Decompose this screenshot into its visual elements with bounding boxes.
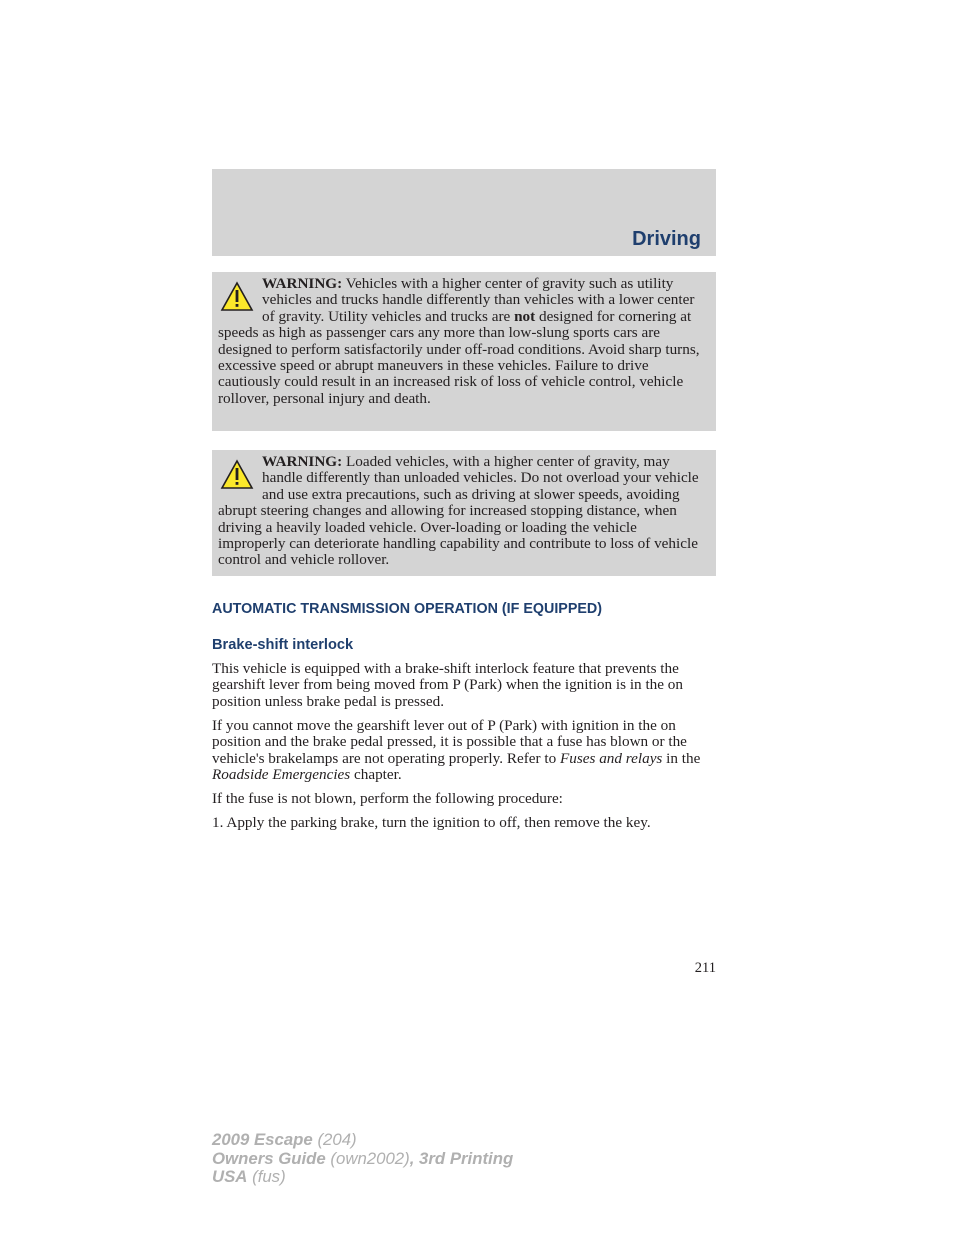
subsection-heading: Brake-shift interlock	[212, 637, 354, 653]
section-header-band	[212, 169, 716, 256]
warning-text: Vehicles with a higher center of gravity such as utility vehicles and trucks handle differently than vehicles with a lower center of gravity. Utility vehicles and trucks are	[262, 275, 695, 325]
section-title: Driving	[632, 228, 701, 250]
footer-guide-code: (own2002)	[325, 1148, 410, 1168]
section-heading: AUTOMATIC TRANSMISSION OPERATION (IF EQUIPPED)	[212, 601, 602, 617]
paragraph-text: chapter.	[350, 766, 402, 784]
warning-label: WARNING:	[262, 453, 343, 470]
footer-line-market	[212, 1168, 513, 1187]
paragraph-text: in the	[662, 749, 701, 767]
warning-text-continued: designed for cornering at speeds as high as passenger cars any more than low-slung sports cars are designed to perform satisfactorily under off-road conditions. Avoid sharp turns, excessive speed or abrupt maneuvers in these vehicles. Failure to drive cautiously could result in an increased risk of loss of vehicle control, vehicle rollover, personal injury and death.	[218, 307, 700, 407]
body-text	[212, 661, 718, 839]
footer-line-model	[212, 1131, 513, 1150]
warning-triangle-icon	[220, 281, 254, 313]
warning-box-loaded-vehicles	[212, 450, 716, 576]
warning-triangle-icon	[220, 459, 254, 491]
footer-line-guide	[212, 1150, 513, 1169]
footer-market: USA	[212, 1167, 248, 1187]
warning-box-center-of-gravity	[212, 272, 716, 431]
procedure-step-1: 1. Apply the parking brake, turn the ignition to off, then remove the key.	[212, 814, 651, 832]
footer-guide: Owners Guide	[212, 1148, 326, 1168]
paragraph-text: If you cannot move the gearshift lever out of P (Park) with ignition in the on position and the brake pedal pressed, it is possible that a fuse has blown or the vehicle's brakelamps are not operating properly. Refer to	[212, 716, 687, 767]
warning-label: WARNING:	[262, 275, 343, 292]
paragraph-procedure-intro: If the fuse is not blown, perform the following procedure:	[212, 790, 563, 808]
paragraph-fuse-check	[212, 718, 718, 784]
paragraph-interlock-description: This vehicle is equipped with a brake-shift interlock feature that prevents the gearshift lever from being moved from P (Park) when the ignition is in the on position unless brake pedal is pressed.	[212, 660, 683, 710]
footer-model: 2009 Escape	[212, 1130, 313, 1149]
warning-emphasis: not	[514, 307, 536, 325]
warning-text: Loaded vehicles, with a higher center of gravity, may handle differently than unloaded vehicles. Do not overload your vehicle and use extra precautions, such as driving at slower speeds, avoiding abrupt steering changes and allowing for increased stopping distance, when driving a heavily loaded vehicle. Over-loading or loading the vehicle improperly can deteriorate handling capability and contribute to loss of vehicle control and vehicle rollover.	[218, 453, 699, 569]
footer-printing: , 3rd Printing	[409, 1148, 514, 1168]
reference-fuses-and-relays: Fuses and relays	[559, 749, 663, 767]
footer-model-code: (204)	[312, 1130, 357, 1149]
document-footer	[212, 1131, 513, 1187]
page-number: 211	[694, 960, 716, 976]
reference-roadside-emergencies: Roadside Emergencies	[212, 766, 351, 784]
footer-market-code: (fus)	[247, 1167, 286, 1187]
